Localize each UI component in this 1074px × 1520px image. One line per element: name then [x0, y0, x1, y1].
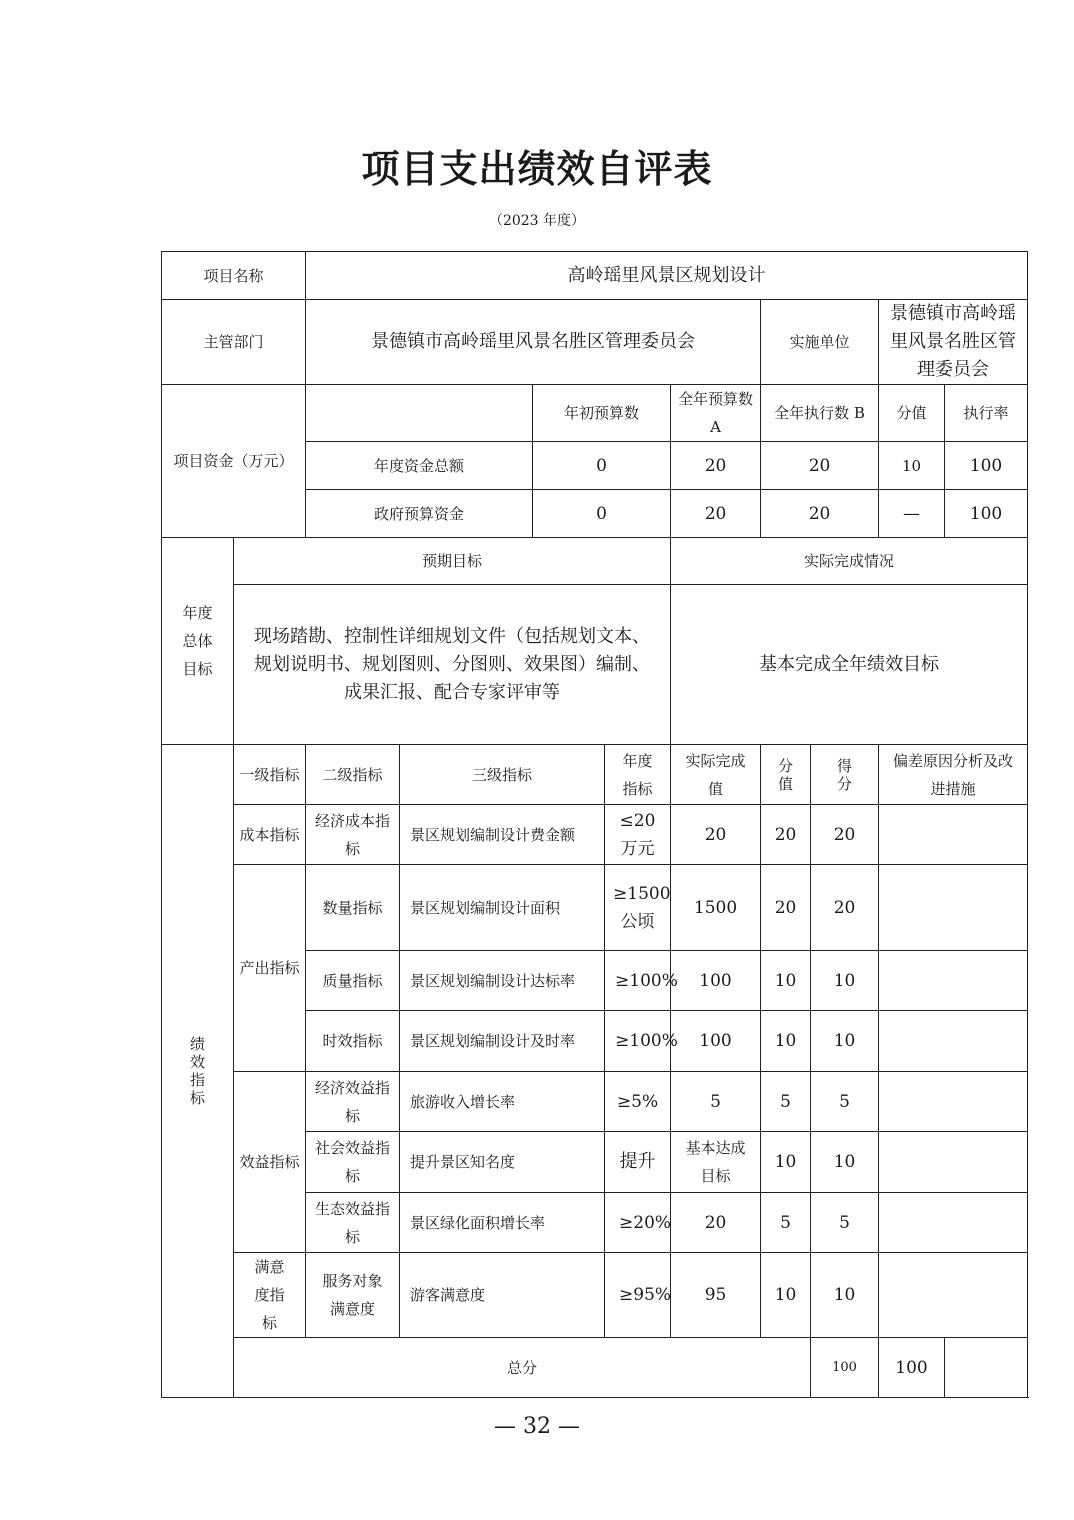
- ind-level2: 社会效益指标: [306, 1132, 400, 1193]
- ind-actual: 1500: [671, 865, 761, 951]
- ind-note: [879, 865, 1028, 951]
- funds-label: 项目资金（万元）: [162, 385, 306, 538]
- funds-row-weight: —: [879, 490, 945, 538]
- ind-header-actual: 实际完成值: [671, 745, 761, 805]
- ind-score: 20: [811, 805, 879, 865]
- ind-target: ≥5%: [605, 1072, 671, 1132]
- ind-level2: 时效指标: [306, 1011, 400, 1072]
- funds-header-weight: 分值: [879, 385, 945, 442]
- ind-level2: 服务对象满意度: [306, 1253, 400, 1338]
- project-name-label: 项目名称: [162, 252, 306, 300]
- ind-header-target: 年度指标: [605, 745, 671, 805]
- funds-row-weight: 10: [879, 442, 945, 490]
- ind-target: ≥100%: [605, 1011, 671, 1072]
- dept-label: 主管部门: [162, 300, 306, 385]
- ind-actual: 基本达成目标: [671, 1132, 761, 1193]
- ind-weight: 10: [761, 1011, 811, 1072]
- ind-score: 10: [811, 1011, 879, 1072]
- goal-label: 年度总体目标: [162, 538, 234, 745]
- funds-row-exec: 20: [761, 442, 879, 490]
- ind-header-weight: 分值: [761, 745, 811, 805]
- ind-actual: 95: [671, 1253, 761, 1338]
- page-number: — 32 —: [494, 1414, 580, 1439]
- ind-level3: 景区规划编制设计费金额: [400, 805, 605, 865]
- ind-score: 5: [811, 1072, 879, 1132]
- ind-level3: 景区规划编制设计及时率: [400, 1011, 605, 1072]
- ind-note: [879, 951, 1028, 1011]
- goal-expected: 现场踏勘、控制性详细规划文件（包括规划文本、规划说明书、规划图则、分图则、效果图）编制、成果汇报、配合专家评审等: [234, 585, 671, 745]
- ind-level3: 旅游收入增长率: [400, 1072, 605, 1132]
- ind-note: [879, 1132, 1028, 1193]
- ind-note: [879, 805, 1028, 865]
- indicators-section-label: 绩效指标: [162, 745, 234, 1398]
- ind-level3: 景区规划编制设计达标率: [400, 951, 605, 1011]
- funds-header-init: 年初预算数: [533, 385, 671, 442]
- total-weight: 100: [811, 1338, 879, 1398]
- ind-score: 10: [811, 1253, 879, 1338]
- total-score: 100: [879, 1338, 945, 1398]
- ind-level1: 效益指标: [234, 1072, 306, 1253]
- ind-target: ≥1500公顷: [605, 865, 671, 951]
- ind-weight: 10: [761, 951, 811, 1011]
- funds-row-budget: 20: [671, 490, 761, 538]
- ind-header-note: 偏差原因分析及改进措施: [879, 745, 1028, 805]
- page-title: 项目支出绩效自评表: [361, 146, 713, 191]
- funds-row-init: 0: [533, 442, 671, 490]
- funds-row-rate: 100: [945, 490, 1028, 538]
- ind-level2: 经济成本指标: [306, 805, 400, 865]
- funds-row-exec: 20: [761, 490, 879, 538]
- ind-weight: 20: [761, 865, 811, 951]
- ind-actual: 100: [671, 1011, 761, 1072]
- funds-header-rate: 执行率: [945, 385, 1028, 442]
- funds-row-name: 年度资金总额: [306, 442, 533, 490]
- ind-target: ≤20万元: [605, 805, 671, 865]
- ind-actual: 20: [671, 805, 761, 865]
- ind-score: 10: [811, 951, 879, 1011]
- ind-target: ≥95%: [605, 1253, 671, 1338]
- funds-header-exec: 全年执行数 B: [761, 385, 879, 442]
- ind-weight: 10: [761, 1253, 811, 1338]
- goal-actual-header: 实际完成情况: [671, 538, 1028, 585]
- funds-row-budget: 20: [671, 442, 761, 490]
- ind-header-level1: 一级指标: [234, 745, 306, 805]
- funds-blank-header: [306, 385, 533, 442]
- goal-actual: 基本完成全年绩效目标: [671, 585, 1028, 745]
- ind-note: [879, 1253, 1028, 1338]
- year-subtitle: （2023 年度）: [488, 213, 586, 229]
- ind-level3: 景区规划编制设计面积: [400, 865, 605, 951]
- ind-weight: 5: [761, 1193, 811, 1253]
- ind-note: [879, 1011, 1028, 1072]
- impl-label: 实施单位: [761, 300, 879, 385]
- ind-actual: 20: [671, 1193, 761, 1253]
- dept-value: 景德镇市高岭瑶里风景名胜区管理委员会: [306, 300, 761, 385]
- funds-row-name: 政府预算资金: [306, 490, 533, 538]
- ind-weight: 20: [761, 805, 811, 865]
- self-evaluation-table: [161, 251, 1028, 1398]
- ind-level2: 数量指标: [306, 865, 400, 951]
- funds-row-init: 0: [533, 490, 671, 538]
- ind-weight: 5: [761, 1072, 811, 1132]
- ind-score: 10: [811, 1132, 879, 1193]
- total-note: [945, 1338, 1028, 1398]
- ind-target: ≥100%: [605, 951, 671, 1011]
- ind-level1: 满意度指标: [234, 1253, 306, 1338]
- funds-row-rate: 100: [945, 442, 1028, 490]
- ind-score: 20: [811, 865, 879, 951]
- ind-level2: 经济效益指标: [306, 1072, 400, 1132]
- ind-level3: 提升景区知名度: [400, 1132, 605, 1193]
- goal-expected-header: 预期目标: [234, 538, 671, 585]
- ind-level2: 质量指标: [306, 951, 400, 1011]
- ind-level3: 游客满意度: [400, 1253, 605, 1338]
- ind-target: ≥20%: [605, 1193, 671, 1253]
- ind-level3: 景区绿化面积增长率: [400, 1193, 605, 1253]
- ind-actual: 5: [671, 1072, 761, 1132]
- ind-level1: 产出指标: [234, 865, 306, 1072]
- ind-target: 提升: [605, 1132, 671, 1193]
- ind-header-level2: 二级指标: [306, 745, 400, 805]
- total-label: 总分: [234, 1338, 811, 1398]
- ind-level2: 生态效益指标: [306, 1193, 400, 1253]
- ind-header-level3: 三级指标: [400, 745, 605, 805]
- ind-header-score: 得分: [811, 745, 879, 805]
- ind-level1: 成本指标: [234, 805, 306, 865]
- ind-note: [879, 1072, 1028, 1132]
- ind-score: 5: [811, 1193, 879, 1253]
- project-name: 高岭瑶里风景区规划设计: [306, 252, 1028, 300]
- ind-note: [879, 1193, 1028, 1253]
- funds-header-budget: 全年预算数 A: [671, 385, 761, 442]
- ind-actual: 100: [671, 951, 761, 1011]
- impl-value: 景德镇市高岭瑶里风景名胜区管理委员会: [879, 300, 1028, 385]
- ind-weight: 10: [761, 1132, 811, 1193]
